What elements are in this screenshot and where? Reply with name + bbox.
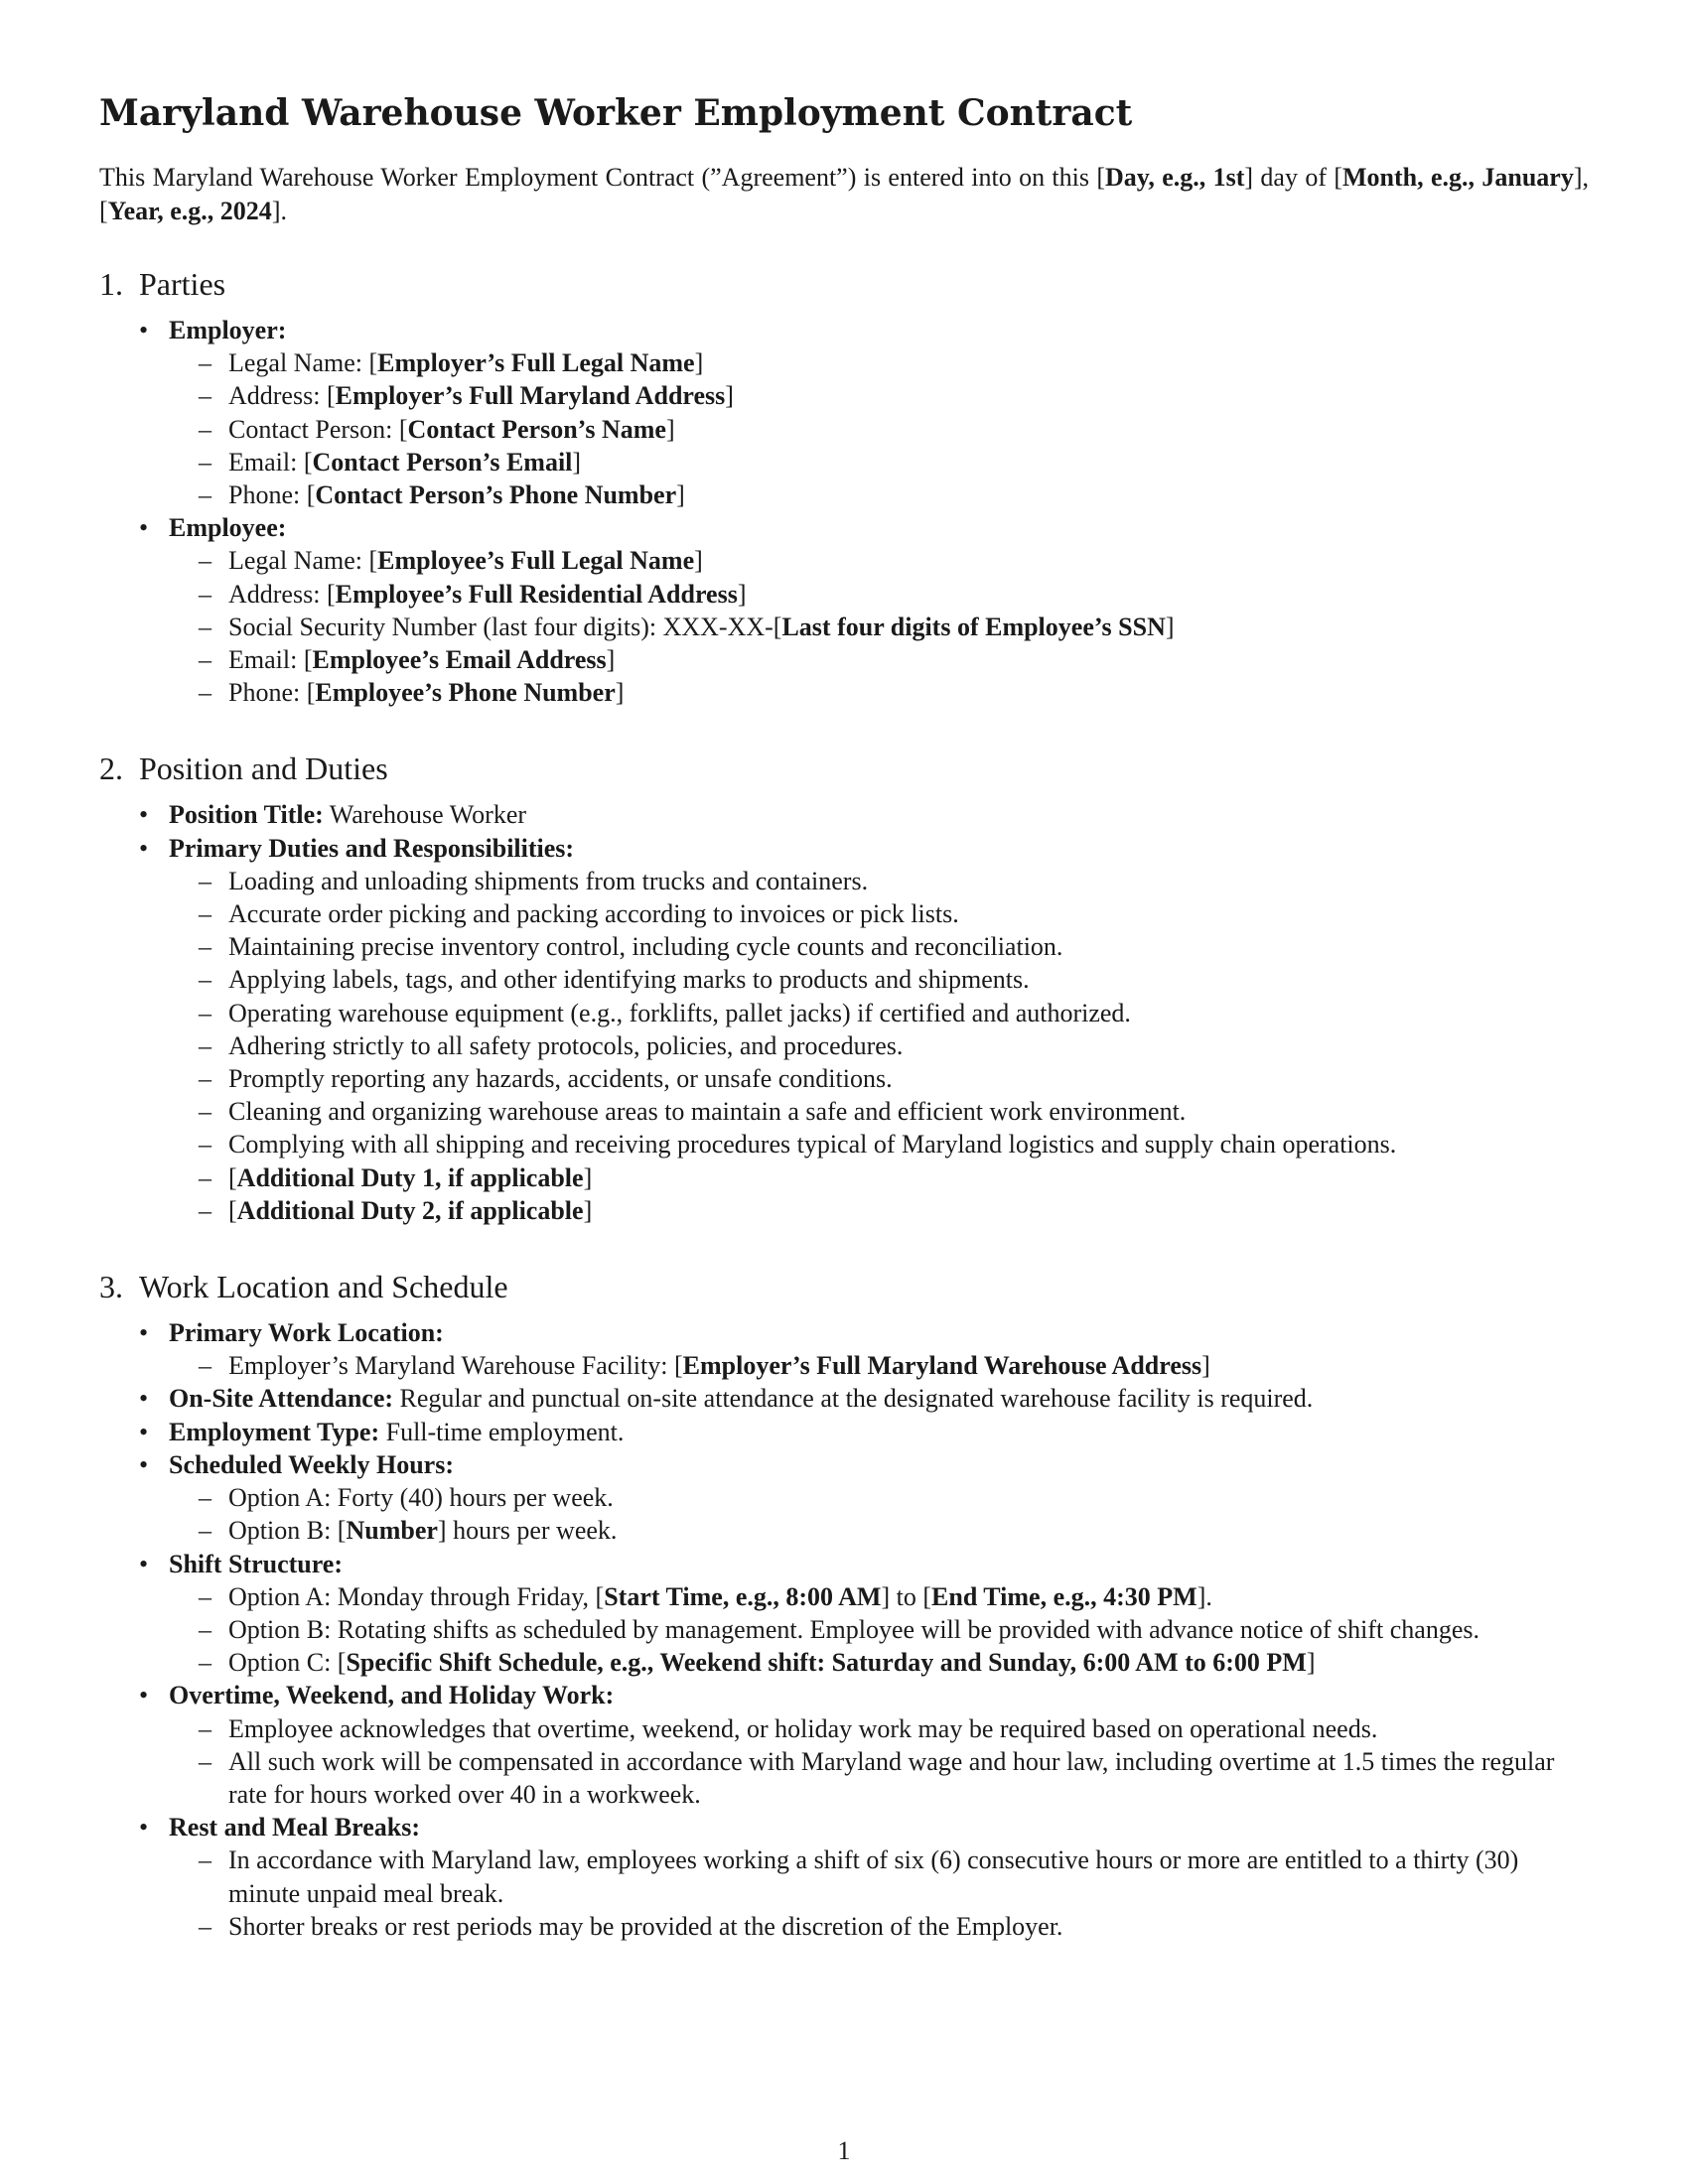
duty-item: – Maintaining precise inventory control, including cycle counts and reconciliation. xyxy=(169,930,1589,963)
additional-duty-placeholder: Additional Duty 2, if applicable xyxy=(236,1195,584,1225)
section-number: 2. xyxy=(99,751,123,787)
field-placeholder: Employer’s Full Maryland Warehouse Address xyxy=(682,1351,1202,1381)
overtime-item xyxy=(99,1679,1589,1811)
position-title-item xyxy=(99,798,1589,831)
additional-duty-placeholder: Additional Duty 1, if applicable xyxy=(236,1162,584,1192)
field-placeholder: Employee’s Phone Number xyxy=(315,678,616,708)
field-label: Contact Person: xyxy=(228,414,399,444)
position-title-value: Warehouse Worker xyxy=(323,800,527,830)
duty-item: – Complying with all shipping and receiving procedures typical of Maryland logistics and supply chain operations. xyxy=(169,1128,1589,1160)
warehouse-facility: – Employer’s Maryland Warehouse Facility: [Employer’s Full Maryland Warehouse Address] xyxy=(169,1349,1589,1382)
field-label: Legal Name: xyxy=(228,348,369,378)
intro-text: . xyxy=(280,197,287,225)
breaks-detail: – Shorter breaks or rest periods may be provided at the discretion of the Employer. xyxy=(169,1910,1589,1943)
field-label: Address: xyxy=(228,381,327,411)
schedule-list xyxy=(99,1316,1589,1943)
position-list xyxy=(99,798,1589,1227)
employee-address: – Address: [Employee’s Full Residential Address] xyxy=(169,578,1589,611)
shift-option-c: – Option C: [Specific Shift Schedule, e.g., Weekend shift: Saturday and Sunday, 6:00 AM to 6:00 PM] xyxy=(169,1646,1589,1679)
intro-month-placeholder: Month, e.g., January xyxy=(1342,163,1574,192)
hours-option-b: – Option B: [Number] hours per week. xyxy=(169,1514,1589,1547)
parties-list xyxy=(99,314,1589,709)
field-label: Email: xyxy=(228,645,304,675)
duty-item: – Applying labels, tags, and other identifying marks to products and shipments. xyxy=(169,963,1589,996)
breaks-detail: – In accordance with Maryland law, employees working a shift of six (6) consecutive hours or more are entitled to a thirty (30) minute unpaid meal break. xyxy=(169,1843,1589,1909)
overtime-detail: – All such work will be compensated in accordance with Maryland wage and hour law, including overtime at 1.5 times the regular rate for hours worked over 40 in a workweek. xyxy=(169,1745,1589,1811)
shift-option-a: – Option A: Monday through Friday, [Start Time, e.g., 8:00 AM] to [End Time, e.g., 4:30 PM]. xyxy=(169,1580,1589,1613)
employer-contact-person: – Contact Person: [Contact Person’s Name] xyxy=(169,413,1589,446)
option-text: Option A: Monday through Friday, xyxy=(228,1581,596,1611)
field-placeholder: Contact Person’s Email xyxy=(312,447,573,477)
field-label: Social Security Number (last four digits): XXX-XX- xyxy=(228,612,774,641)
additional-duty-item: – [Additional Duty 1, if applicable] xyxy=(169,1161,1589,1194)
weekly-hours-label: Scheduled Weekly Hours: xyxy=(169,1449,455,1479)
employee-email: – Email: [Employee’s Email Address] xyxy=(169,643,1589,676)
field-placeholder: Employer’s Full Legal Name xyxy=(377,348,695,378)
field-label: Phone: xyxy=(228,678,307,708)
field-placeholder: Contact Person’s Name xyxy=(407,414,666,444)
duty-item: – Loading and unloading shipments from trucks and containers. xyxy=(169,865,1589,897)
section-title: Position and Duties xyxy=(139,751,388,787)
employer-address: – Address: [Employer’s Full Maryland Address] xyxy=(169,379,1589,412)
duty-item: – Operating warehouse equipment (e.g., forklifts, pallet jacks) if certified and authorized. xyxy=(169,997,1589,1029)
employee-legal-name: – Legal Name: [Employee’s Full Legal Name] xyxy=(169,544,1589,577)
intro-text: This Maryland Warehouse Worker Employment Contract (”Agreement”) is entered into on this xyxy=(99,163,1097,192)
field-placeholder: Specific Shift Schedule, e.g., Weekend shift: Saturday and Sunday, 6:00 AM to 6:00 PM xyxy=(346,1648,1307,1678)
breaks-item xyxy=(99,1811,1589,1943)
additional-duty-item: – [Additional Duty 2, if applicable] xyxy=(169,1194,1589,1227)
employee-details xyxy=(169,544,1589,709)
breaks-details xyxy=(169,1843,1589,1943)
intro-text: , xyxy=(1582,163,1590,192)
overtime-details xyxy=(169,1712,1589,1812)
duty-item: – Accurate order picking and packing according to invoices or pick lists. xyxy=(169,897,1589,930)
document-page xyxy=(99,0,1589,1943)
document-title: Maryland Warehouse Worker Employment Contract xyxy=(99,92,1133,134)
option-text: Option C: xyxy=(228,1648,338,1678)
primary-duties-item xyxy=(99,832,1589,1227)
onsite-attendance-text: Regular and punctual on-site attendance at the designated warehouse facility is required. xyxy=(393,1384,1314,1414)
employment-type-item xyxy=(99,1416,1589,1448)
field-placeholder: Employee’s Full Residential Address xyxy=(335,579,738,609)
employee-item xyxy=(99,511,1589,709)
shift-structure-label: Shift Structure: xyxy=(169,1549,344,1578)
employee-ssn: – Social Security Number (last four digits): XXX-XX-[Last four digits of Employee’s SSN] xyxy=(169,611,1589,643)
overtime-detail: – Employee acknowledges that overtime, weekend, or holiday work may be required based on operational needs. xyxy=(169,1712,1589,1745)
field-placeholder: Number xyxy=(346,1516,438,1546)
employee-phone: – Phone: [Employee’s Phone Number] xyxy=(169,676,1589,709)
employer-legal-name: – Legal Name: [Employer’s Full Legal Name] xyxy=(169,346,1589,379)
section-heading xyxy=(99,264,1589,304)
duties-list xyxy=(169,865,1589,1227)
section-heading xyxy=(99,749,1589,788)
field-placeholder: Employee’s Full Legal Name xyxy=(377,546,695,576)
field-label: Legal Name: xyxy=(228,546,369,576)
field-placeholder: Employer’s Full Maryland Address xyxy=(335,381,726,411)
duty-item: – Promptly reporting any hazards, accidents, or unsafe conditions. xyxy=(169,1062,1589,1095)
work-location-details xyxy=(169,1349,1589,1382)
option-text: . xyxy=(1205,1581,1212,1611)
position-title-label: Position Title: xyxy=(169,800,324,830)
section-title: Work Location and Schedule xyxy=(139,1269,508,1305)
section-position-duties xyxy=(99,749,1589,1227)
hours-option-a: – Option A: Forty (40) hours per week. xyxy=(169,1481,1589,1514)
employer-details xyxy=(169,346,1589,511)
employment-type-label: Employment Type: xyxy=(169,1417,380,1446)
duty-item: – Cleaning and organizing warehouse areas to maintain a safe and efficient work environment. xyxy=(169,1095,1589,1128)
section-work-location-schedule xyxy=(99,1267,1589,1943)
field-label: Phone: xyxy=(228,480,307,510)
shift-options xyxy=(169,1580,1589,1680)
work-location-label: Primary Work Location: xyxy=(169,1318,444,1348)
onsite-attendance-label: On-Site Attendance: xyxy=(169,1384,394,1414)
field-placeholder: Start Time, e.g., 8:00 AM xyxy=(604,1581,882,1611)
primary-duties-label: Primary Duties and Responsibilities: xyxy=(169,833,575,863)
option-text: to xyxy=(890,1581,923,1611)
employment-type-text: Full-time employment. xyxy=(379,1417,625,1446)
field-placeholder: Employee’s Email Address xyxy=(312,645,607,675)
section-heading xyxy=(99,1267,1589,1306)
employer-email: – Email: [Contact Person’s Email] xyxy=(169,446,1589,478)
overtime-label: Overtime, Weekend, and Holiday Work: xyxy=(169,1681,615,1710)
section-parties xyxy=(99,264,1589,709)
field-placeholder: Last four digits of Employee’s SSN xyxy=(781,612,1166,641)
breaks-label: Rest and Meal Breaks: xyxy=(169,1813,421,1843)
option-text: Option B: xyxy=(228,1516,338,1546)
page-number: 1 xyxy=(837,2136,851,2165)
onsite-attendance-item xyxy=(99,1382,1589,1415)
employer-label: Employer: xyxy=(169,316,287,344)
shift-structure-item xyxy=(99,1548,1589,1680)
shift-option-b: – Option B: Rotating shifts as scheduled by management. Employee will be provided with advance notice of shift changes. xyxy=(169,1613,1589,1646)
weekly-hours-options xyxy=(169,1481,1589,1547)
employee-label: Employee: xyxy=(169,513,287,543)
employer-phone: – Phone: [Contact Person’s Phone Number] xyxy=(169,478,1589,511)
intro-year-placeholder: Year, e.g., 2024 xyxy=(107,197,272,225)
section-number: 3. xyxy=(99,1269,123,1305)
employer-item xyxy=(99,314,1589,511)
section-number: 1. xyxy=(99,266,123,302)
intro-day-placeholder: Day, e.g., 1st xyxy=(1105,163,1245,192)
option-text: hours per week. xyxy=(446,1516,618,1546)
duty-item: – Adhering strictly to all safety protocols, policies, and procedures. xyxy=(169,1029,1589,1062)
intro-paragraph: This Maryland Warehouse Worker Employment Contract (”Agreement”) is entered into on this [Day, e.g., 1st] day of [Month, e.g., January], [Year, e.g., 2024]. xyxy=(99,163,1590,225)
work-location-item xyxy=(99,1316,1589,1382)
weekly-hours-item xyxy=(99,1448,1589,1548)
field-label: Address: xyxy=(228,579,327,609)
field-label: Employer’s Maryland Warehouse Facility: xyxy=(228,1351,674,1381)
section-title: Parties xyxy=(139,266,226,302)
intro-text: day of xyxy=(1253,163,1335,192)
field-label: Email: xyxy=(228,447,304,477)
field-placeholder: Contact Person’s Phone Number xyxy=(315,480,677,510)
field-placeholder: End Time, e.g., 4:30 PM xyxy=(931,1581,1197,1611)
